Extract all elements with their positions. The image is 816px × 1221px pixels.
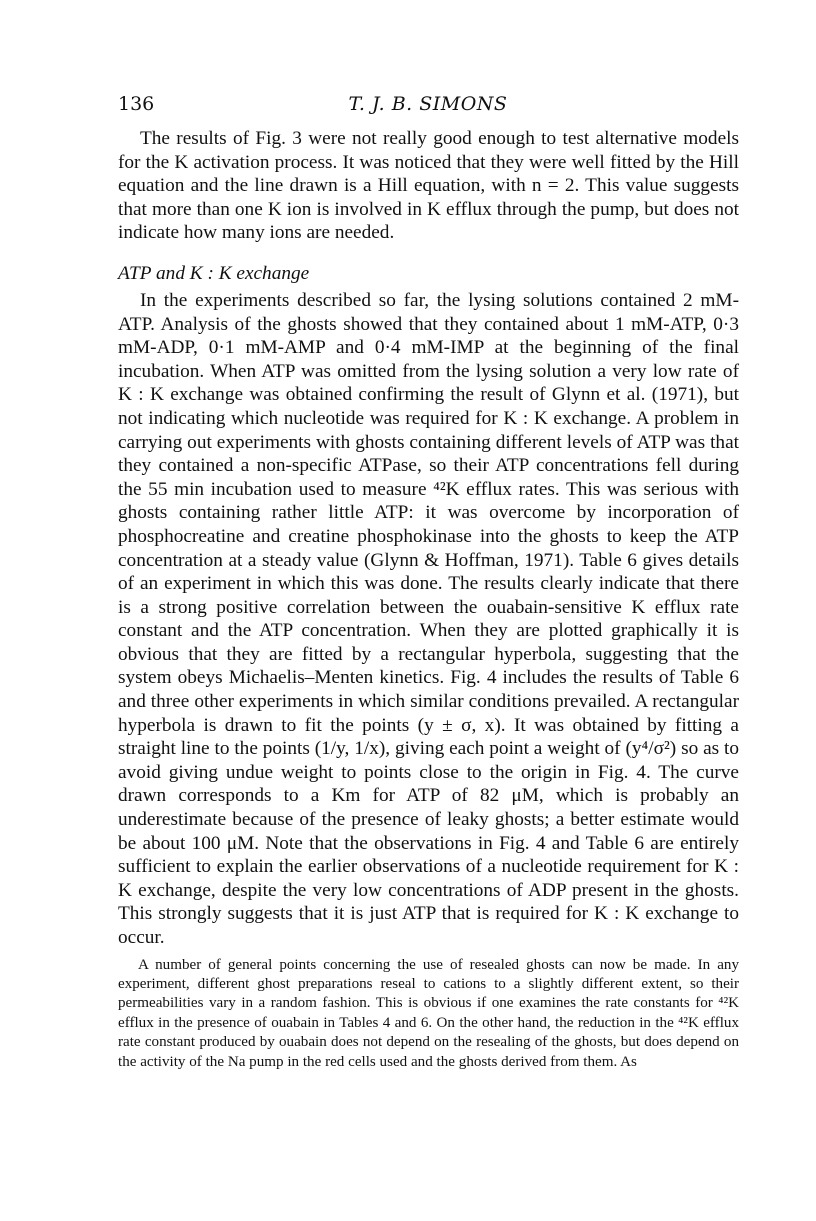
section-heading: ATP and K : K exchange (118, 262, 310, 284)
page-header (118, 93, 738, 123)
page-number: 136 (118, 93, 155, 115)
paragraph-hill-equation: The results of Fig. 3 were not really good enough to test alternative models for the K activation process. It was noticed that they were well fitted by the Hill equation and the line drawn is a Hill equation, with n = 2. This value suggests that more than one K ion is involved in K efflux through the pump, but does not indicate how many ions are needed. (118, 128, 739, 244)
paragraph-resealed-ghosts: A number of general points concerning the use of resealed ghosts can now be made. In any experiment, different ghost preparations reseal to cations to a slightly different extent, so their permeabilities vary in a random fashion. This is obvious if one examines the rate constants for ⁴²K efflux in the presence of ouabain in Tables 4 and 6. On the other hand, the reduction in the ⁴²K efflux rate constant produced by ouabain does not depend on the resealing of the ghosts, but does depend on the activity of the Na pump in the red cells used and the ghosts derived from them. As (118, 956, 739, 1070)
running-title: T. J. B. SIMONS (348, 93, 508, 115)
article-body (118, 127, 739, 1072)
paragraph-atp-kk-exchange: In the experiments described so far, the lysing solutions contained 2 mM-ATP. Analysis of the ghosts showed that they contained about 1 mM-ATP, 0·3 mM-ADP, 0·1 mM-AMP and 0·4 mM-IMP at the beginning of the final incubation. When ATP was omitted from the lysing solution a very low rate of K : K exchange was obtained confirming the result of Glynn et al. (1971), but not indicating which nucleotide was required for K : K exchange. A problem in carrying out experiments with ghosts containing different levels of ATP was that they contained a non-specific ATPase, so their ATP concentrations fell during the 55 min incubation used to measure ⁴²K efflux rates. This was serious with ghosts containing rather little ATP: it was overcome by incorporation of phosphocreatine and creatine phosphokinase into the ghosts to keep the ATP concentration at a steady value (Glynn & Hoffman, 1971). Table 6 gives details of an experiment in which this was done. The results clearly indicate that there is a strong positive correlation between the ouabain-sensitive K efflux rate constant and the ATP concentration. When they are plotted graphically it is obvious that they are fitted by a rectangular hyperbola, suggesting that the system obeys Michaelis–Menten kinetics. Fig. 4 includes the results of Table 6 and three other experiments in which similar conditions prevailed. A rectangular hyperbola is drawn to fit the points (y ± σ, x). It was obtained by fitting a straight line to the points (1/y, 1/x), giving each point a weight of (y⁴/σ²) so as to avoid giving undue weight to points close to the origin in Fig. 4. The curve drawn corresponds to a Km for ATP of 82 μM, which is probably an underestimate because of the presence of leaky ghosts; a better estimate would be about 100 μM. Note that the observations in Fig. 4 and Table 6 are entirely sufficient to explain the earlier observations of a nucleotide requirement for K : K exchange, despite the very low concentrations of ADP present in the ghosts. This strongly suggests that it is just ATP that is required for K : K exchange to occur. (118, 289, 739, 948)
